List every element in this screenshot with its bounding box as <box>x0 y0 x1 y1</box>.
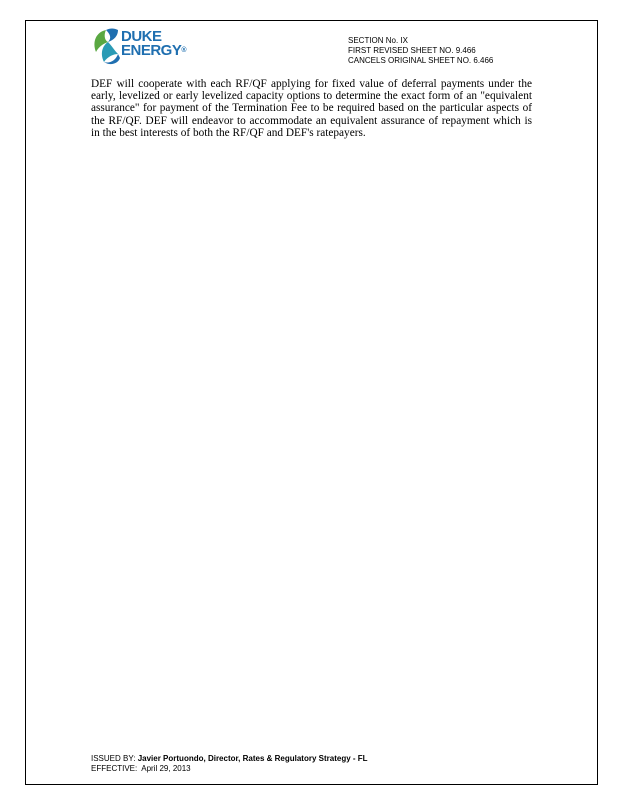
sheet-info <box>348 36 493 66</box>
effective-line <box>91 764 368 774</box>
body-paragraph: DEF will cooperate with each RF/QF applying for fixed value of deferral payments under the early, levelized or early levelized capacity options to determine the exact form of an "equivalent assurance" for payment of the Termination Fee to be required based on the particular aspects of the RF/QF. DEF will endeavor to accommodate an equivalent assurance of repayment which is in the best interests of both the RF/QF and DEF's ratepayers. <box>91 78 532 139</box>
effective-label: EFFECTIVE: <box>91 764 138 773</box>
issued-by-line <box>91 754 368 764</box>
footer <box>91 754 368 774</box>
section-number: SECTION No. IX <box>348 36 409 45</box>
revised-sheet-number: FIRST REVISED SHEET NO. 9.466 <box>348 46 476 55</box>
logo-line-2-text: ENERGY <box>121 42 182 59</box>
logo-line-2 <box>121 44 186 58</box>
issued-by-value: Javier Portuondo, Director, Rates & Regulatory Strategy - FL <box>137 754 368 763</box>
logo-line-1: DUKE <box>121 28 162 45</box>
cancels-sheet-number: CANCELS ORIGINAL SHEET NO. 6.466 <box>348 56 494 65</box>
issued-by-label: ISSUED BY: <box>91 754 136 763</box>
effective-value: April 29, 2013 <box>141 764 191 773</box>
logo-wordmark <box>121 30 186 58</box>
logo-registered-mark: ® <box>181 47 187 54</box>
